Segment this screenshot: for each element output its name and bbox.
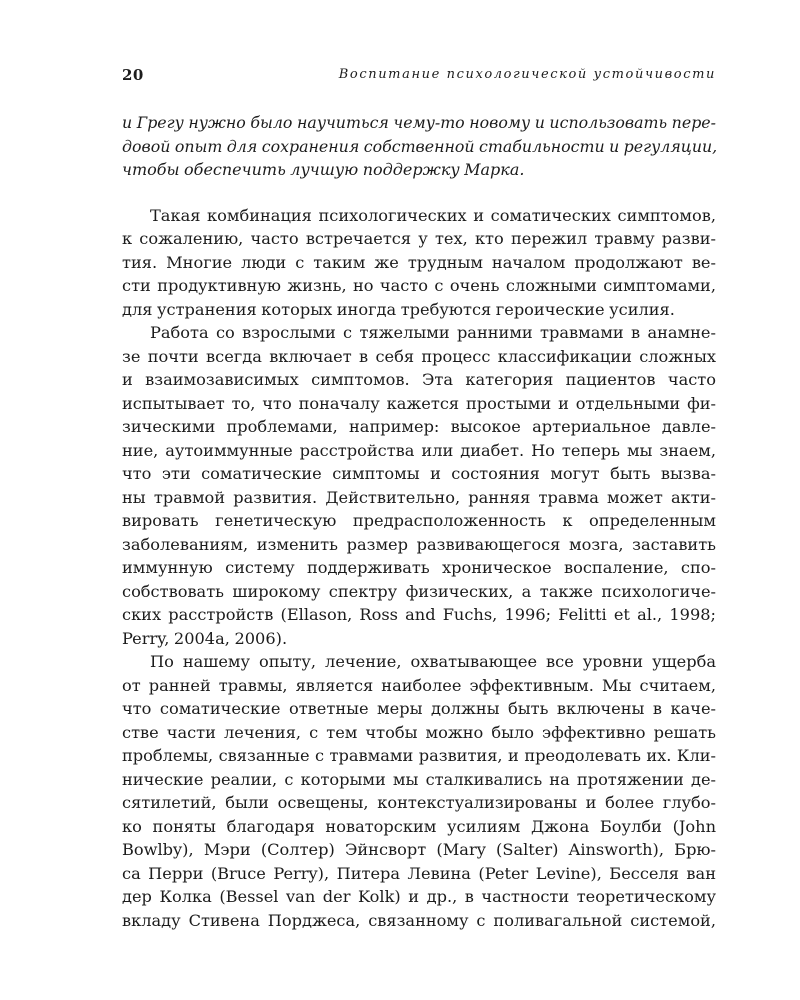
text-line: вкладу Стивена Порджеса, связанному с поливагальной системой, — [122, 910, 716, 930]
text-line: что соматические ответные меры должны быть включены в каче- — [122, 699, 716, 718]
text-line: стве части лечения, с тем чтобы можно было эффективно решать — [122, 722, 716, 742]
paragraph — [122, 650, 716, 932]
page-number: 20 — [122, 66, 144, 84]
running-head: Воспитание психологической устойчивости — [338, 67, 716, 82]
text-line: Perry, 2004a, 2006). — [122, 628, 288, 648]
paragraph — [122, 321, 716, 650]
text-line: чтобы обеспечить лучшую поддержку Марка. — [122, 160, 525, 179]
text-line: ние, аутоиммунные расстройства или диабет. Но теперь мы знаем, — [122, 440, 716, 460]
text-line: нические реалии, с которыми мы сталкивались на протяжении де- — [122, 769, 716, 789]
text-line: дер Колка (Bessel van der Kolk) и др., в частности теоретическому — [122, 887, 716, 906]
text-line: са Перри (Bruce Perry), Питера Левина (Peter Levine), Бесселя ван — [122, 863, 716, 883]
text-line: довой опыт для сохранения собственной стабильности и регуляции, — [122, 136, 718, 156]
text-line: зическими проблемами, например: высокое артериальное давле- — [122, 417, 716, 436]
text-line: Такая комбинация психологических и соматических симптомов, — [150, 205, 716, 225]
text-line: зе почти всегда включает в себя процесс классификации сложных — [122, 346, 716, 366]
paragraph-gap — [122, 182, 716, 204]
text-line: к сожалению, часто встречается у тех, кто пережил травму разви- — [122, 229, 716, 248]
text-line: Работа со взрослыми с тяжелыми ранними травмами в анамне- — [150, 323, 716, 342]
text-line: ко поняты благодаря новаторским усилиям Джона Боулби (John — [122, 816, 716, 836]
text-line: ны травмой развития. Действительно, ранняя травма может акти- — [122, 487, 716, 507]
text-line: от ранней травмы, является наиболее эффективным. Мы считаем, — [122, 675, 716, 695]
italic-paragraph — [122, 111, 716, 182]
text-line: и Грегу нужно было научиться чему-то новому и использовать пере- — [122, 113, 716, 132]
text-line: сятилетий, были освещены, контекстуализированы и более глубо- — [122, 793, 716, 812]
text-line: испытывает то, что поначалу кажется простыми и отдельными фи- — [122, 393, 716, 413]
text-line: вировать генетическую предрасположенность к определенным — [122, 511, 716, 530]
text-line: тия. Многие люди с таким же трудным началом продолжают ве- — [122, 252, 716, 272]
page-body — [122, 111, 716, 932]
text-line: проблемы, связанные с травмами развития, и преодолевать их. Кли- — [122, 746, 716, 765]
text-line: Bowlby), Мэри (Солтер) Эйнсворт (Mary (Salter) Ainsworth), Брю- — [122, 840, 716, 859]
text-line: сти продуктивную жизнь, но часто с очень сложными симптомами, — [122, 276, 716, 295]
text-line: По нашему опыту, лечение, охватывающее все уровни ущерба — [150, 652, 716, 671]
text-line: и взаимозависимых симптомов. Эта категория пациентов часто — [122, 370, 716, 389]
text-line: заболеваниям, изменить размер развивающегося мозга, заставить — [122, 534, 716, 554]
text-line: иммунную систему поддерживать хроническое воспаление, спо- — [122, 558, 716, 577]
paragraph — [122, 204, 716, 322]
text-line: для устранения которых иногда требуются героические усилия. — [122, 299, 675, 319]
text-line: собствовать широкому спектру физических, а также психологиче- — [122, 581, 716, 601]
text-line: ских расстройств (Ellason, Ross and Fuchs, 1996; Felitti et al., 1998; — [122, 605, 716, 624]
text-line: что эти соматические симптомы и состояния могут быть вызва- — [122, 464, 716, 483]
page-header — [122, 66, 716, 90]
